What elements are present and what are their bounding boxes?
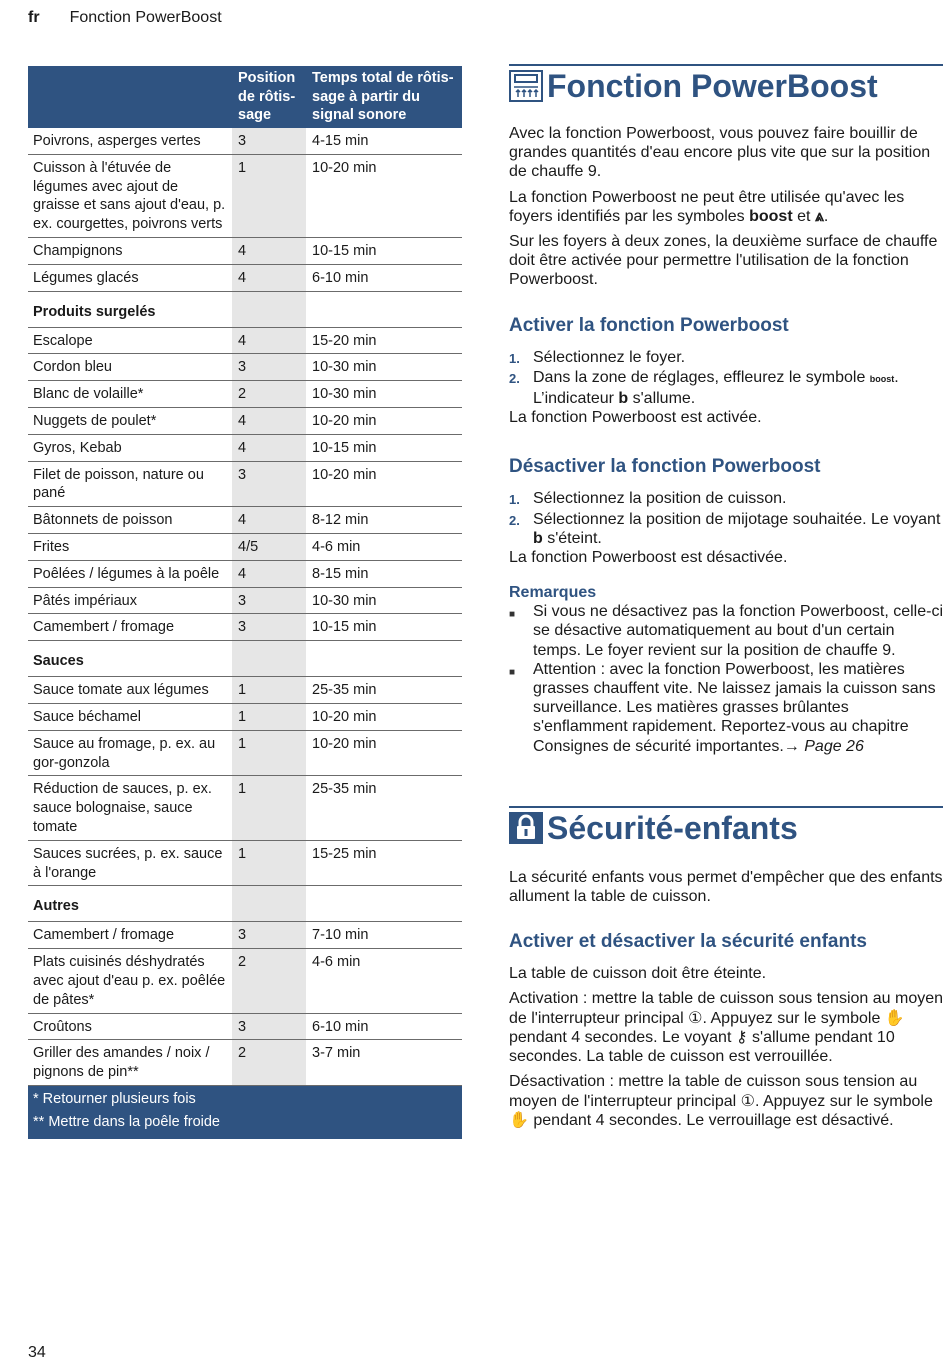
table-row: [28, 588, 462, 615]
boost-symbol-icon: boost: [869, 373, 895, 384]
food-cell: Blanc de volaille*: [33, 386, 144, 403]
steps-deactivate: [509, 489, 943, 548]
table-row: [28, 354, 462, 381]
time-cell: 10-30 min: [312, 592, 377, 609]
position-cell: 4: [232, 238, 306, 264]
position-cell: 2: [232, 381, 306, 407]
position-cell: 2: [232, 1040, 306, 1085]
column-header-position: Position de rôtis-sage: [238, 70, 296, 123]
paragraph: Avec la fonction Powerboost, vous pouvez faire bouillir de grandes quantités d'eau encore plus vite que sur la position de chauffe 9.: [509, 125, 931, 181]
time-cell: 25-35 min: [312, 682, 377, 699]
table-row: [28, 614, 462, 641]
table-section-row: [28, 886, 462, 922]
time-cell: [306, 292, 462, 327]
list-item: ■ Attention : avec la fonction Powerboost, les matières grasses chauffent vite. Ne laissez jamais la cuisson sans surveillance. Les matières grasses brûlantes s'enflamment rapidement. Reportez-vous au chapitre Consignes de sécurité importantes.→ Page 26: [509, 660, 936, 755]
food-cell: Réduction de sauces, p. ex. sauce bolognaise, sauce tomate: [33, 781, 212, 835]
subheading-activate: Activer la fonction Powerboost: [509, 314, 789, 336]
list-item: ■ Si vous ne désactivez pas la fonction Powerboost, celle-ci se désactive automatiquement au bout d'un certain temps. Le foyer revient sur la position de chauffe 9.: [509, 603, 943, 659]
position-cell: 3: [232, 614, 306, 640]
food-cell: Camembert / fromage: [33, 619, 175, 636]
time-cell: 10-30 min: [312, 359, 377, 376]
food-cell: Frites: [33, 538, 70, 555]
table-row: [28, 265, 462, 292]
table-section-row: [28, 641, 462, 677]
table-row: [28, 922, 462, 949]
paragraph: La fonction Powerboost est désactivée.: [509, 549, 788, 567]
position-cell: [232, 292, 306, 327]
power-switch-icon: ①: [688, 1009, 703, 1027]
running-header: [28, 9, 222, 27]
paragraph: La table de cuisson doit être éteinte.: [509, 965, 767, 983]
paragraph: La fonction Powerboost est activée.: [509, 409, 762, 427]
position-cell: 3: [232, 128, 306, 154]
time-cell: 25-35 min: [312, 781, 377, 798]
language-code: fr: [28, 9, 40, 26]
lock-icon: [509, 812, 543, 844]
table-row: [28, 1040, 462, 1086]
page-reference-link[interactable]: Page 26: [799, 737, 864, 755]
food-cell: Produits surgelés: [33, 303, 156, 320]
table-row: [28, 408, 462, 435]
position-cell: 1: [232, 841, 306, 886]
table-row: [28, 841, 462, 887]
table-row: [28, 1014, 462, 1041]
section-heading-childlock: [509, 806, 943, 846]
subheading-deactivate: Désactiver la fonction Powerboost: [509, 456, 821, 478]
power-switch-icon: ①: [740, 1092, 755, 1110]
boost-chevron-icon: ⩓: [814, 207, 824, 225]
time-cell: [306, 886, 462, 921]
hand-key-icon: ✋: [509, 1111, 529, 1129]
food-cell: Sauces sucrées, p. ex. sauce à l'orange: [33, 845, 223, 881]
time-cell: 15-20 min: [312, 332, 377, 349]
section-title: Sécurité-enfants: [547, 809, 798, 846]
position-cell: 1: [232, 704, 306, 730]
time-cell: 10-20 min: [312, 466, 377, 483]
food-cell: Bâtonnets de poisson: [33, 512, 173, 529]
food-cell: Griller des amandes / noix / pignons de pin**: [33, 1045, 210, 1081]
page-title: Fonction PowerBoost: [547, 68, 878, 104]
position-cell: 4: [232, 435, 306, 461]
food-cell: Cuisson à l'étuvée de légumes avec ajout de graisse et sans ajout d'eau, p. ex. courgettes, poivrons verts: [33, 159, 226, 233]
header-title: Fonction PowerBoost: [69, 9, 222, 26]
position-cell: 1: [232, 731, 306, 776]
food-cell: Plats cuisinés déshydratés avec ajout d'eau p. ex. poêlée de pâtes*: [33, 954, 226, 1008]
food-cell: Sauce au fromage, p. ex. au gor-gonzola: [33, 735, 216, 771]
time-cell: [306, 641, 462, 676]
time-cell: 10-20 min: [312, 412, 377, 429]
food-cell: Autres: [33, 898, 79, 915]
food-cell: Cordon bleu: [33, 359, 112, 376]
hand-key-icon: ✋: [884, 1009, 905, 1027]
food-cell: Légumes glacés: [33, 269, 139, 286]
table-row: [28, 561, 462, 588]
time-cell: 10-20 min: [312, 708, 377, 725]
indicator-b-icon: b: [533, 529, 543, 547]
table-section-row: [28, 292, 462, 328]
powerboost-icon: [509, 70, 543, 102]
food-cell: Sauce tomate aux légumes: [33, 682, 209, 699]
time-cell: 10-20 min: [312, 159, 377, 176]
list-item: 1. Sélectionnez la position de cuisson.: [509, 490, 787, 508]
table-row: [28, 677, 462, 704]
key-indicator-icon: ⚷: [735, 1028, 748, 1046]
food-cell: Pâtés impériaux: [33, 592, 137, 609]
food-cell: Sauces: [33, 653, 84, 670]
position-cell: [232, 886, 306, 921]
paragraph: Sur les foyers à deux zones, la deuxième surface de chauffe doit être activée pour permettre l'utilisation de la fonction Powerboost.: [509, 233, 938, 289]
time-cell: 8-15 min: [312, 565, 369, 582]
table-row: [28, 776, 462, 840]
position-cell: 4: [232, 265, 306, 291]
time-cell: 10-15 min: [312, 439, 377, 456]
food-cell: Poêlées / légumes à la poêle: [33, 565, 220, 582]
position-cell: 1: [232, 677, 306, 703]
time-cell: 4-6 min: [312, 954, 361, 971]
paragraph: La fonction Powerboost ne peut être utilisée qu'avec les foyers identifiés par les symboles boost et ⩓.: [509, 188, 905, 225]
table-row: [28, 507, 462, 534]
food-cell: Escalope: [33, 332, 93, 349]
position-cell: 1: [232, 155, 306, 237]
position-cell: 3: [232, 1014, 306, 1040]
time-cell: 7-10 min: [312, 927, 369, 944]
table-row: [28, 155, 462, 238]
time-cell: 10-30 min: [312, 386, 377, 403]
paragraph: Désactivation : mettre la table de cuisson sous tension au moyen de l'interrupteur principal ①. Appuyez sur le symbole ✋ pendant 4 secondes. Le verrouillage est désactivé.: [509, 1073, 933, 1129]
position-cell: 3: [232, 462, 306, 507]
time-cell: 15-25 min: [312, 845, 377, 862]
position-cell: 4: [232, 328, 306, 354]
table-row: [28, 949, 462, 1013]
subheading-childlock: Activer et désactiver la sécurité enfants: [509, 931, 868, 953]
paragraph: La sécurité enfants vous permet d'empêcher que des enfants allument la table de cuisson.: [509, 868, 943, 906]
position-cell: 3: [232, 588, 306, 614]
column-header-time: Temps total de rôtis-sage à partir du signal sonore: [312, 70, 454, 123]
table-row: [28, 534, 462, 561]
position-cell: [232, 641, 306, 676]
right-column: [509, 64, 943, 1136]
table-footnotes: [28, 1086, 462, 1139]
food-cell: Gyros, Kebab: [33, 439, 122, 456]
time-cell: 10-20 min: [312, 735, 377, 752]
food-cell: Sauce béchamel: [33, 708, 142, 725]
paragraph: Activation : mettre la table de cuisson sous tension au moyen de l'interrupteur principal ①. Appuyez sur le symbole ✋ pendant 4 secondes. Le voyant ⚷ s'allume pendant 10 secondes. La table de cuisson est verrouillée.: [509, 990, 944, 1066]
food-cell: Filet de poisson, nature ou pané: [33, 466, 204, 502]
indicator-b-icon: b: [618, 390, 629, 408]
food-cell: Croûtons: [33, 1018, 92, 1035]
table-row: [28, 238, 462, 265]
footnote: ** Mettre dans la poêle froide: [33, 1114, 220, 1131]
time-cell: 6-10 min: [312, 269, 369, 286]
time-cell: 8-12 min: [312, 512, 369, 529]
page-number: 34: [28, 1344, 46, 1361]
table-row: [28, 704, 462, 731]
cooking-table: [28, 66, 462, 1139]
position-cell: 3: [232, 922, 306, 948]
time-cell: 4-6 min: [312, 538, 361, 555]
food-cell: Nuggets de poulet*: [33, 412, 157, 429]
table-row: [28, 381, 462, 408]
food-cell: Camembert / fromage: [33, 927, 175, 944]
table-body: [28, 128, 462, 1086]
time-cell: 4-15 min: [312, 133, 369, 149]
arrow-icon: →: [783, 737, 800, 755]
time-cell: 6-10 min: [312, 1018, 369, 1035]
position-cell: 2: [232, 949, 306, 1012]
section-heading-powerboost: [509, 64, 943, 104]
table-row: [28, 731, 462, 777]
footnote: * Retourner plusieurs fois: [33, 1090, 196, 1107]
time-cell: 10-15 min: [312, 619, 377, 636]
food-cell: Poivrons, asperges vertes: [33, 133, 201, 149]
position-cell: 4: [232, 561, 306, 587]
list-item: 1. Sélectionnez le foyer.: [509, 348, 686, 366]
steps-activate: [509, 348, 943, 409]
position-cell: 1: [232, 776, 306, 839]
table-row: [28, 462, 462, 508]
list-item: 2. Dans la zone de réglages, effleurez le symbole boost. L’indicateur b s'allume.: [509, 368, 899, 408]
position-cell: 3: [232, 354, 306, 380]
table-row: [28, 435, 462, 462]
table-row: [28, 328, 462, 355]
remarks-heading: Remarques: [509, 584, 597, 602]
position-cell: 4: [232, 408, 306, 434]
table-header: [28, 66, 462, 128]
time-cell: 3-7 min: [312, 1045, 361, 1062]
table-row: [28, 128, 462, 155]
food-cell: Champignons: [33, 242, 123, 259]
position-cell: 4: [232, 507, 306, 533]
time-cell: 10-15 min: [312, 242, 377, 259]
position-cell: 4/5: [232, 534, 306, 560]
remarks-list: [509, 602, 943, 756]
list-item: 2. Sélectionnez la position de mijotage souhaitée. Le voyant b s'éteint.: [509, 510, 941, 547]
